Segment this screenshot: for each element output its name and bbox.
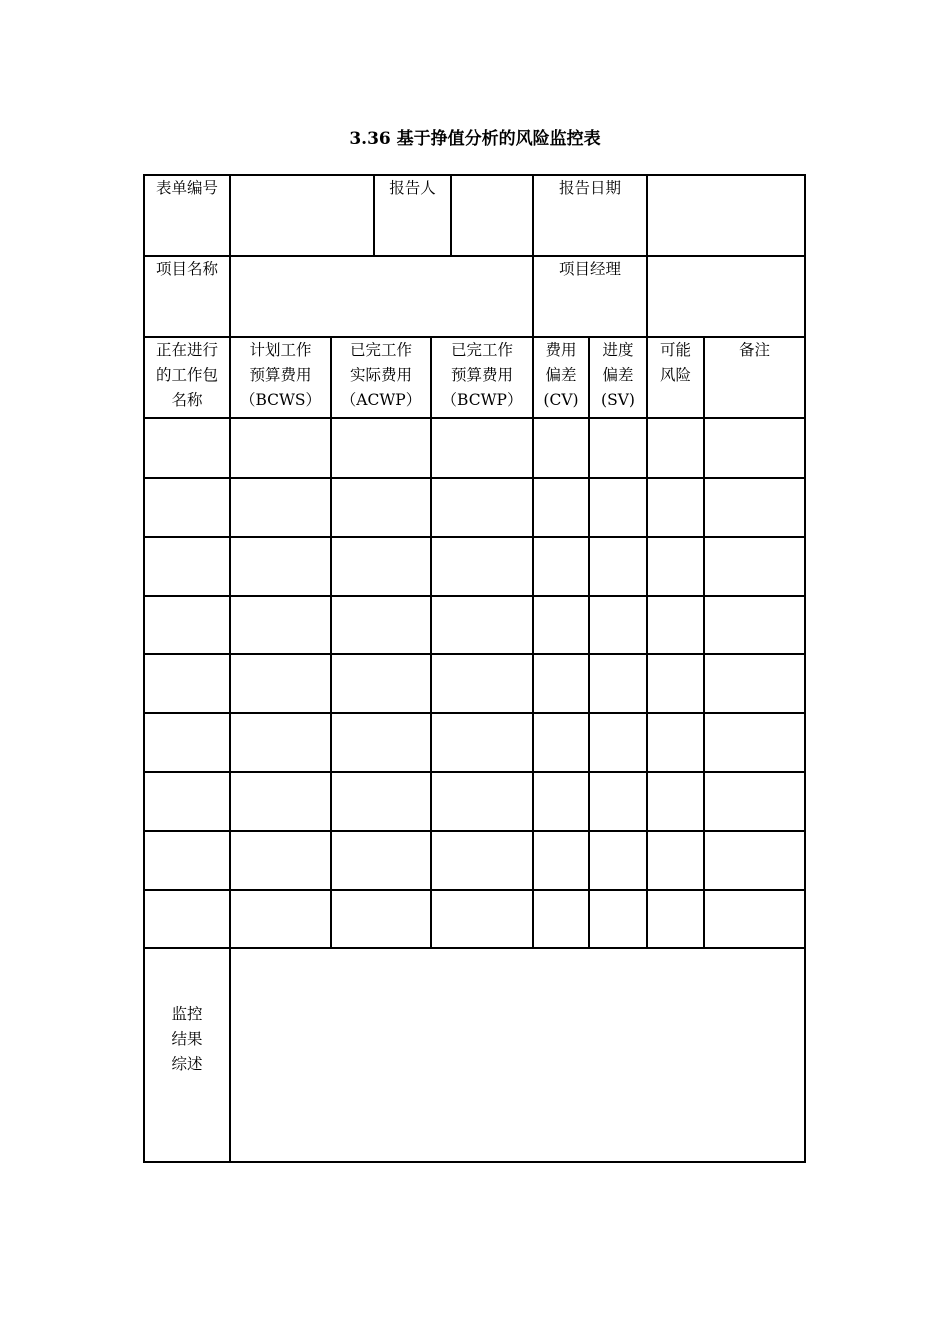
- form-no-label: 表单编号: [155, 179, 218, 197]
- col-divider: [532, 174, 534, 949]
- row-divider: [143, 417, 806, 419]
- report-date-label: 报告日期: [558, 179, 621, 197]
- form-no-field[interactable]: [231, 176, 373, 255]
- col-header-sv: 进度 偏差 (SV): [601, 341, 635, 409]
- row-divider: [143, 595, 806, 597]
- col-header-bcwp: 已完工作 预算费用 （BCWP）: [441, 341, 523, 409]
- col-divider: [330, 337, 332, 949]
- col-divider: [430, 337, 432, 949]
- col-header-remarks: 备注: [738, 341, 770, 359]
- row-divider: [143, 653, 806, 655]
- report-date-field[interactable]: [648, 176, 804, 255]
- col-divider: [703, 337, 705, 949]
- row-divider: [143, 830, 806, 832]
- col-header-risk: 可能 风险: [659, 341, 691, 384]
- col-header-work-package: 正在进行 的工作包 名称: [155, 341, 218, 409]
- summary-label: 监控 结果 综述: [171, 1005, 203, 1073]
- project-name-label: 项目名称: [155, 260, 218, 278]
- reporter-label: 报告人: [389, 179, 436, 197]
- reporter-field[interactable]: [452, 176, 532, 255]
- row-divider: [143, 712, 806, 714]
- col-header-acwp: 已完工作 实际费用 （ACWP）: [340, 341, 422, 409]
- project-manager-field[interactable]: [648, 257, 804, 336]
- row-divider: [143, 477, 806, 479]
- col-header-bcws: 计划工作 预算费用 （BCWS）: [239, 341, 322, 409]
- row-divider: [143, 536, 806, 538]
- row-divider: [143, 889, 806, 891]
- page-title: 3.36 基于挣值分析的风险监控表: [349, 129, 601, 149]
- col-divider: [588, 337, 590, 949]
- row-divider: [143, 771, 806, 773]
- summary-field[interactable]: [231, 949, 804, 1161]
- col-header-cv: 费用 偏差 (CV): [543, 341, 579, 409]
- project-name-field[interactable]: [231, 257, 532, 336]
- project-manager-label: 项目经理: [558, 260, 621, 278]
